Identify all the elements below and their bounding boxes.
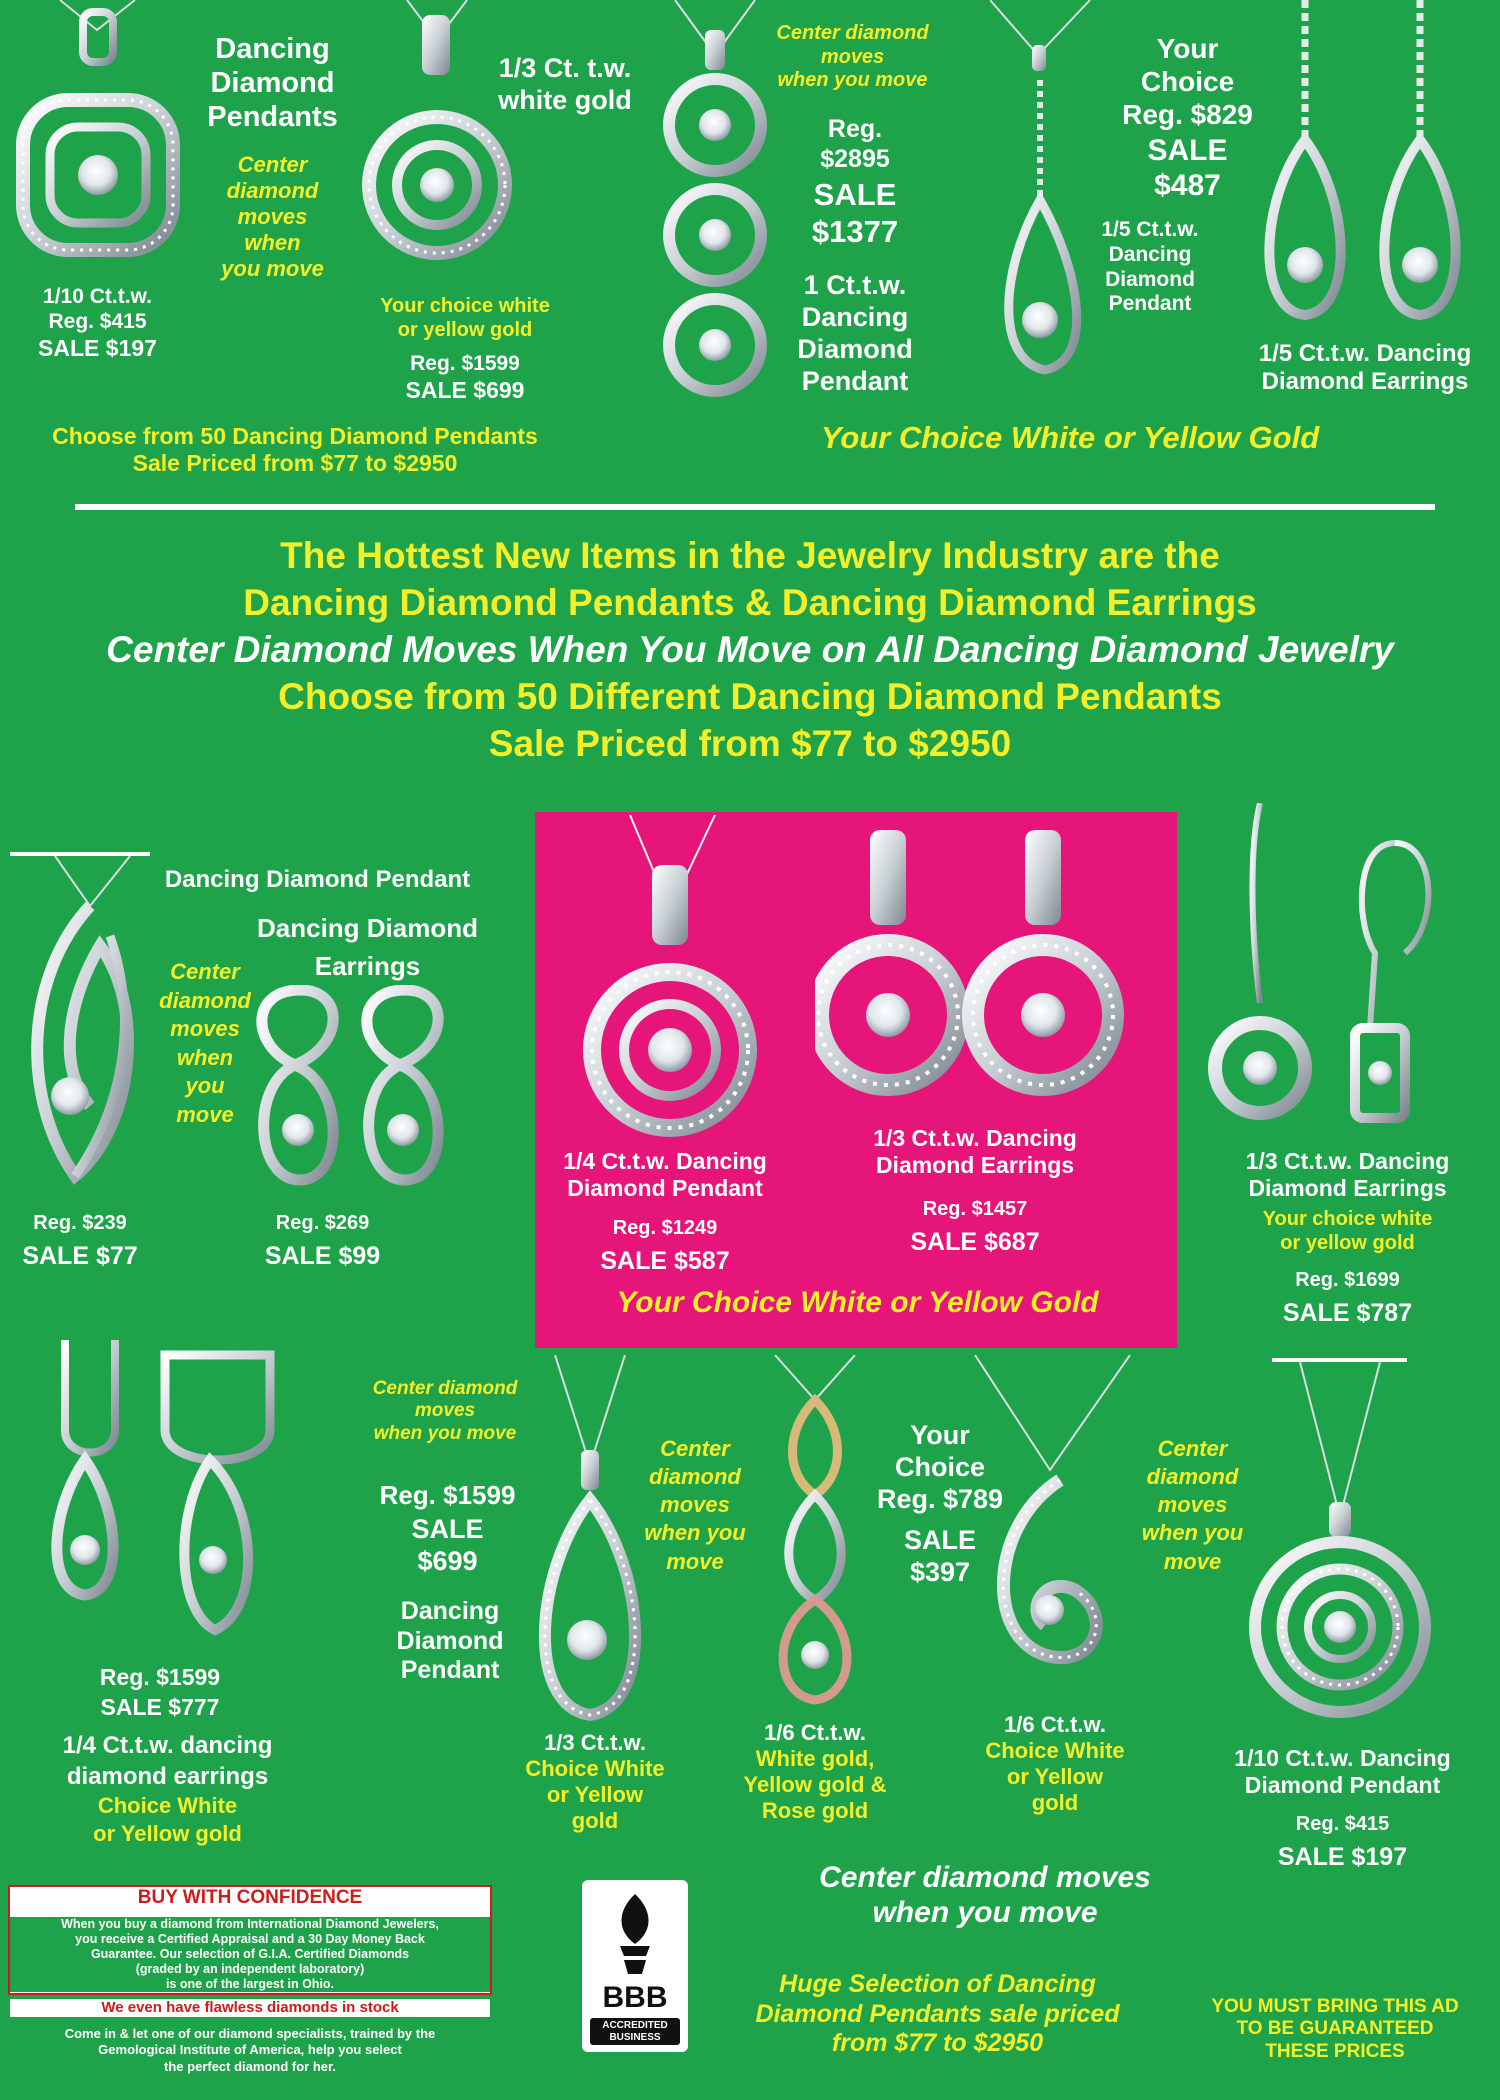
top-choose-text: Choose from 50 Dancing Diamond Pendants Sale Priced from $77 to $2950 [52, 423, 538, 477]
bottom-p4-gold: Choice White or Yellow gold [985, 1738, 1125, 1815]
bottom-e1-choice: Choice White or Yellow gold [93, 1793, 242, 1846]
mid-earrings-price: Reg. $269 SALE $99 [264, 1212, 381, 1270]
bottom-p2-moves: Center diamond moves when you move [644, 1436, 746, 1574]
pink-gold-note: Your Choice White or Yellow Gold [616, 1286, 1099, 1319]
halo-pendant-image [580, 815, 760, 1150]
bottom-p2-choice: Choice White or Yellow gold [525, 1756, 665, 1833]
confidence-footer: Come in & let one of our diamond specialists, trained by the Gemological Institute of America, help you select the perfect diamond for her. [64, 2026, 436, 2074]
bottom-p5-price: Reg. $415 SALE $197 [1277, 1813, 1408, 1871]
top-p2-price: Reg. $1599 SALE $699 [405, 352, 525, 403]
top-p1-price: 1/10 Ct.t.w. Reg. $415 SALE $197 [38, 285, 157, 361]
bottom-e1-desc: 1/4 Ct.t.w. dancing diamond earrings [62, 1732, 273, 1791]
bottom-p1-moves: Center diamond moves when you move [372, 1378, 518, 1444]
double-halo-pendant-image [362, 0, 512, 290]
bottom-p2-desc: 1/3 Ct.t.w. [544, 1730, 646, 1755]
headline: The Hottest New Items in the Jewelry Industry are the Dancing Diamond Pendants & Dancing Diamond Earrings Center Diamond Moves When You Move on All Dancing Diamond Jewelry Choose from 50 Different Dancing Diamond Pendants Sale Priced from $77 to $2950 [106, 535, 1394, 764]
bottom-p4-desc: 1/6 Ct.t.w. [1004, 1712, 1106, 1737]
pink-pendant-price: Reg. $1249 SALE $587 [600, 1217, 730, 1275]
top-p3-reg: Reg. $2895 [820, 115, 890, 173]
right-earrings-choice: Your choice white or yellow gold [1262, 1208, 1433, 1254]
top-p3-moves: Center diamond moves when you move [776, 22, 929, 92]
bottom-p4-choice: Your Choice Reg. $789 [876, 1420, 1004, 1514]
bottom-p3-desc: 1/6 Ct.t.w. [764, 1720, 866, 1745]
right-earrings-price: Reg. $1699 SALE $787 [1282, 1269, 1413, 1327]
bbb-name: BBB [602, 1981, 668, 2014]
top-earrings-desc: 1/5 Ct.t.w. Dancing Diamond Earrings [1258, 340, 1472, 396]
top-gold-note: Your Choice White or Yellow Gold [820, 420, 1320, 455]
bring-ad-note: YOU MUST BRING THIS AD TO BE GUARANTEED THESE PRICES [1211, 1996, 1459, 2062]
mid-pendant-price: Reg. $239 SALE $77 [22, 1212, 138, 1270]
bottom-e1-price: Reg. $1599 SALE $777 [99, 1664, 221, 1720]
bottom-p1-reg: Reg. $1599 [379, 1480, 516, 1510]
top-p4-desc: 1/5 Ct.t.w. Dancing Diamond Pendant [1101, 218, 1199, 316]
huge-selection-note: Huge Selection of Dancing Diamond Pendants sale priced from $77 to $2950 [755, 1970, 1120, 2057]
top-p2-choice: Your choice white or yellow gold [380, 295, 550, 341]
bottom-p5-desc: 1/10 Ct.t.w. Dancing Diamond Pendant [1234, 1745, 1451, 1799]
section-divider [75, 504, 1435, 510]
infinity-earrings-image [250, 985, 460, 1190]
square-halo-pendant-image [15, 0, 180, 270]
bbb-logo [582, 1880, 688, 2052]
tri-tone-pendant-image [760, 1355, 870, 1710]
pink-earrings-price: Reg. $1457 SALE $687 [910, 1198, 1040, 1256]
mid-moves: Center diamond moves when you move [159, 959, 251, 1127]
mid-pendant-title: Dancing Diamond Pendant [164, 866, 471, 893]
pink-earrings-desc: 1/3 Ct.t.w. Dancing Diamond Earrings [873, 1125, 1077, 1179]
confidence-flawless: We even have flawless diamonds in stock [10, 1999, 490, 2017]
swirl-pendant-image [965, 1355, 1140, 1695]
center-moves-note: Center diamond moves when you move [819, 1861, 1151, 1930]
bbb-torch-icon [582, 1886, 688, 1981]
top-p3-desc: 1 Ct.t.w. Dancing Diamond Pendant [797, 270, 913, 396]
halo-earrings-image [815, 830, 1130, 1110]
mid-earrings-title: Dancing Diamond Earrings [256, 913, 478, 981]
pink-pendant-desc: 1/4 Ct.t.w. Dancing Diamond Pendant [563, 1148, 767, 1202]
bbb-badge: ACCREDITED BUSINESS [590, 2018, 680, 2045]
right-earrings-desc: 1/3 Ct.t.w. Dancing Diamond Earrings [1245, 1148, 1450, 1202]
bottom-p5-moves: Center diamond moves when you move [1141, 1436, 1244, 1574]
bottom-p1-desc: Dancing Diamond Pendant [396, 1597, 504, 1684]
hoop-drop-earrings-image [35, 1340, 295, 1650]
confidence-body: When you buy a diamond from International Diamond Jewelers, you receive a Certified Appraisal and a 30 Day Money Back Guarantee. Our selection of G.I.A. Certified Diamonds (graded by an independent laboratory) is one of the largest in Ohio. [10, 1917, 490, 1992]
bottom-p3-choice: White gold, Yellow gold & Rose gold [743, 1746, 887, 1823]
bottom-p4-sale: SALE $397 [903, 1525, 976, 1587]
top-p1-moves: Center diamond moves when you move [221, 152, 324, 281]
bottom-p1-sale: SALE $699 [411, 1514, 484, 1576]
twist-pendant-image [15, 856, 155, 1191]
top-p4-sale: SALE $487 [1147, 134, 1228, 203]
top-p3-sale: SALE $1377 [811, 177, 899, 249]
top-p2-ctw: 1/3 Ct. t.w. white gold [498, 53, 632, 115]
top-p4-choice: Your Choice Reg. $829 [1122, 33, 1253, 131]
top-p1-title: Dancing Diamond Pendants [207, 33, 338, 134]
teardrop-pendant-image [990, 0, 1100, 380]
confidence-title: BUY WITH CONFIDENCE [137, 1887, 363, 1908]
leverback-earrings-image [1205, 803, 1475, 1133]
three-stone-pendant-image [655, 0, 775, 420]
teardrop-earrings-image [1255, 0, 1485, 330]
spiral-pendant-image [1245, 1362, 1435, 1732]
